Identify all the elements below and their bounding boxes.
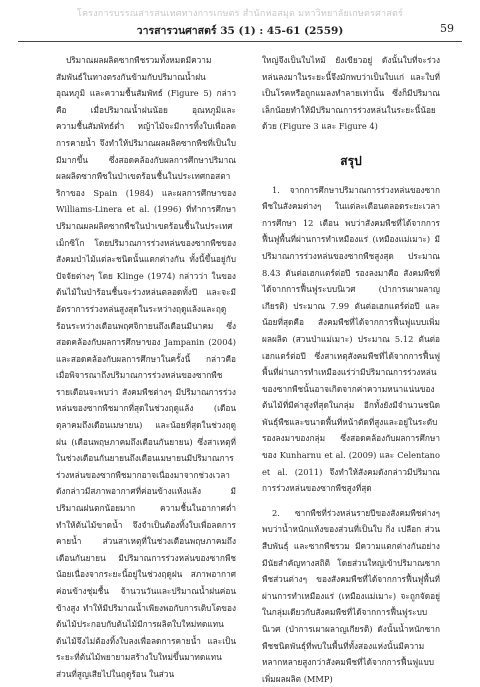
journal-title: วารสารวนศาสตร์ 35 (1) : 45-61 (2559) — [136, 25, 344, 37]
conclusion-item-2: 2. ซากพืชที่ร่วงหล่นรายปีของสังคมพืชต่างๆ พบว่าน้ำหนักแห้งของส่วนที่เป็นใบ กิ่ง เปลือก ส่วนสืบพันธุ์ และซากพืชรวม มีความแตกต่างกันอย่างมีนัยสำคัญทางสถิติ โดยส่วนใหญ่เข้าปริมาณซากพืชส่วนต่างๆ ของสังคมพืชที่ได้จากการฟื้นฟูพื้นที่ผ่านการทำเหมืองแร่ (เหมืองแม่เมาะ) จะถูกจัดอยู่ในกลุ่มเดียวกับสังคมพืชที่ได้จากการฟื้นฟูระบบนิเวศ (ป่าการเผาผลาญเกียรติ) ดังนั้นน้ำหนักซากพืชชนิดพันธุ์ที่พบในพื้นที่ทั้งสองแห่งนั้นมีความหลากหลายสูงกว่าสังคมพืชที่ได้จากการฟื้นฟูแบบเพิ่มผลผลิต (MMP) — [262, 507, 440, 684]
page-header — [0, 20, 480, 42]
continuation-paragraph: ใหญ่จึงเป็นใบไหม้ ยังเขียวอยู่ ดังนั้นใบที่จะร่วงหล่นลงมาในระยะนี้จึงมักพบว่าเป็นใบแก่ และใบที่เป็นโรคหรือถูกแมลงทำลายเท่านั้น ซึ่งก็มีปริมาณเล็กน้อยทำให้มีปริมาณการร่วงหล่นในระยะนี้น้อยด้วย (Figure 3 และ Figure 4) — [262, 55, 440, 132]
body-paragraph: ปริมาณผลผลิตซากพืชรวมทั้งหมดมีความสัมพันธ์ในทางตรงกันข้ามกับปริมาณน้ำฝน อุณหภูมิ และความชื้นสัมพัทธ์ (Figure 5) กล่าวคือ เมื่อปริมาณน้ำฝนน้อย อุณหภูมิและความชื้นสัมพัทธ์ต่ำ หญ้าไม้จะมีการทิ้งใบเพื่อลดการคายน้ำ จึงทำให้ปริมาณผลผลิตซากพืชที่เป็นใบมีมากขึ้น ซึ่งสอดคล้องกับผลการศึกษาปริมาณผลผลิตซากพืชในป่าเขตร้อนชื้นในประเทศกอสตาริกาของ Spain (1984) และผลการศึกษาของ Williams-Linera et al. (1996) ที่ทำการศึกษาปริมาณผลผลิตซากพืชในป่าเขตร้อนชื้นในประเทศเม็กซิโก โดยปริมาณการร่วงหล่นของซากพืชของสังคมป่าไม้แต่ละชนิดนั้นแตกต่างกัน ทั้งนี้ขึ้นอยู่กับปัจจัยต่างๆ โดย Klinge (1974) กล่าวว่า ในของต้นไม้ในป่าร้อนชื้นจะร่วงหล่นตลอดทั้งปี และจะมีอัตราการร่วงหล่นสูงสุดในระหว่างฤดูแล้งและฤดูร้อนระหว่างเดือนพฤศจิกายนถึงเดือนมีนาคม ซึ่งสอดคล้องกับผลการศึกษาของ Jampanin (2004) และสอดคล้องกับผลการศึกษาในครั้งนี้ กล่าวคือเมื่อพิจารณาถึงปริมาณการร่วงหล่นของซากพืชรายเดือนจะพบว่า สังคมพืชต่างๆ มีปริมาณการร่วงหล่นของซากพืชมากที่สุดในช่วงฤดูแล้ง (เดือนตุลาคมถึงเดือนเมษายน) และน้อยที่สุดในช่วงฤดูฝน (เดือนพฤษภาคมถึงเดือนกันยายน) ซึ่งสาเหตุที่ในช่วงเดือนกันยายนถึงเดือนเมษายนมีปริมาณการร่วงหล่นของซากพืชมากอาจเนื่องมาจากช่วงเวลาดังกล่าวมีสภาพอากาศที่ค่อนข้างแห้งแล้ง มีปริมาณฝนตกน้อยมาก ความชื้นในอากาศต่ำ ทำให้ต้นไม้ขาดน้ำ จึงจำเป็นต้องทิ้งใบเพื่อลดการคายน้ำ ส่วนสาเหตุที่ในช่วงเดือนพฤษภาคมถึงเดือนกันยายน มีปริมาณการร่วงหล่นของซากพืชน้อยเนื่องจากระยะนี้อยู่ในช่วงฤดูฝน สภาพอากาศค่อนข้างชุ่มชื้น จ้านวนวันและปริมาณน้ำฝนค่อนข้างสูง ทำให้มีปริมาณน้ำเพียงพอกับการเติบโตของต้นไม้ประกอบกับต้นไม้มีการผลิตใบใหม่ทดแทน ต้นไม้จึงไม่ต้องทิ้งใบลงเพื่อลดการคายน้ำ และเป็นระยะที่ต้นไม้พยายามสร้างใบใหม่ขึ้นมาทดแทนส่วนที่สูญเสียไปในฤดูร้อน ในส่วน — [56, 55, 236, 679]
header-rule — [18, 41, 462, 42]
conclusion-item-1: 1. จากการศึกษาปริมาณการร่วงหล่นของซากพืชในสังคมต่างๆ ในแต่ละเดือนตลอดระยะเวลาการศึกษา 12 เดือน พบว่าสังคมพืชที่ได้จากการฟื้นฟูพื้นที่ผ่านการทำเหมืองแร่ (เหมืองแม่เมาะ) มีปริมาณการร่วงหล่นของซากพืชสูงสุด ประมาณ 8.43 ตันต่อเฮกแตร์ต่อปี รองลงมาคือ สังคมพืชที่ได้จากการฟื้นฟูระบบนิเวศ (ป่าการเผาผลาญเกียรติ) ประมาณ 7.99 ตันต่อเฮกแตร์ต่อปี และน้อยที่สุดคือ สังคมพืชที่ได้จากการฟื้นฟูแบบเพิ่มผลผลิต (สวนป่าแม่เมาะ) ประมาณ 5.12 ตันต่อเฮกแตร์ต่อปี ซึ่งสาเหตุสังคมพืชที่ได้จากการฟื้นฟูพื้นที่ผ่านการทำเหมืองแร่ว่ามีปริมาณการร่วงหล่นของซากพืชนั้นอาจเกิดจากค่าความหนาแน่นของต้นไม้ที่มีค่าสูงที่สุดในกลุ่ม อีกทั้งยังมีจำนวนชนิดพันธุ์พืชและขนาดพื้นที่หน้าตัดที่สูงและอยู่ในระดับรองลงมาของกลุ่ม ซึ่งสอดคล้องกับผลการศึกษาของ Kunharnu et al. (2009) และ Celentano et al. (2011) จึงทำให้สังคมดังกล่าวมีปริมาณการร่วงหล่นของซากพืชสูงที่สุด — [262, 184, 440, 494]
page-number: 59 — [440, 22, 454, 35]
left-column — [56, 52, 236, 683]
section-title: สรุป — [340, 153, 362, 168]
right-column — [262, 52, 440, 687]
watermark-text: โครงการบรรณสารสนเทศทางการเกษตร สำนักหอสมุด มหาวิทยาลัยเกษตรศาสตร์ — [76, 9, 404, 19]
